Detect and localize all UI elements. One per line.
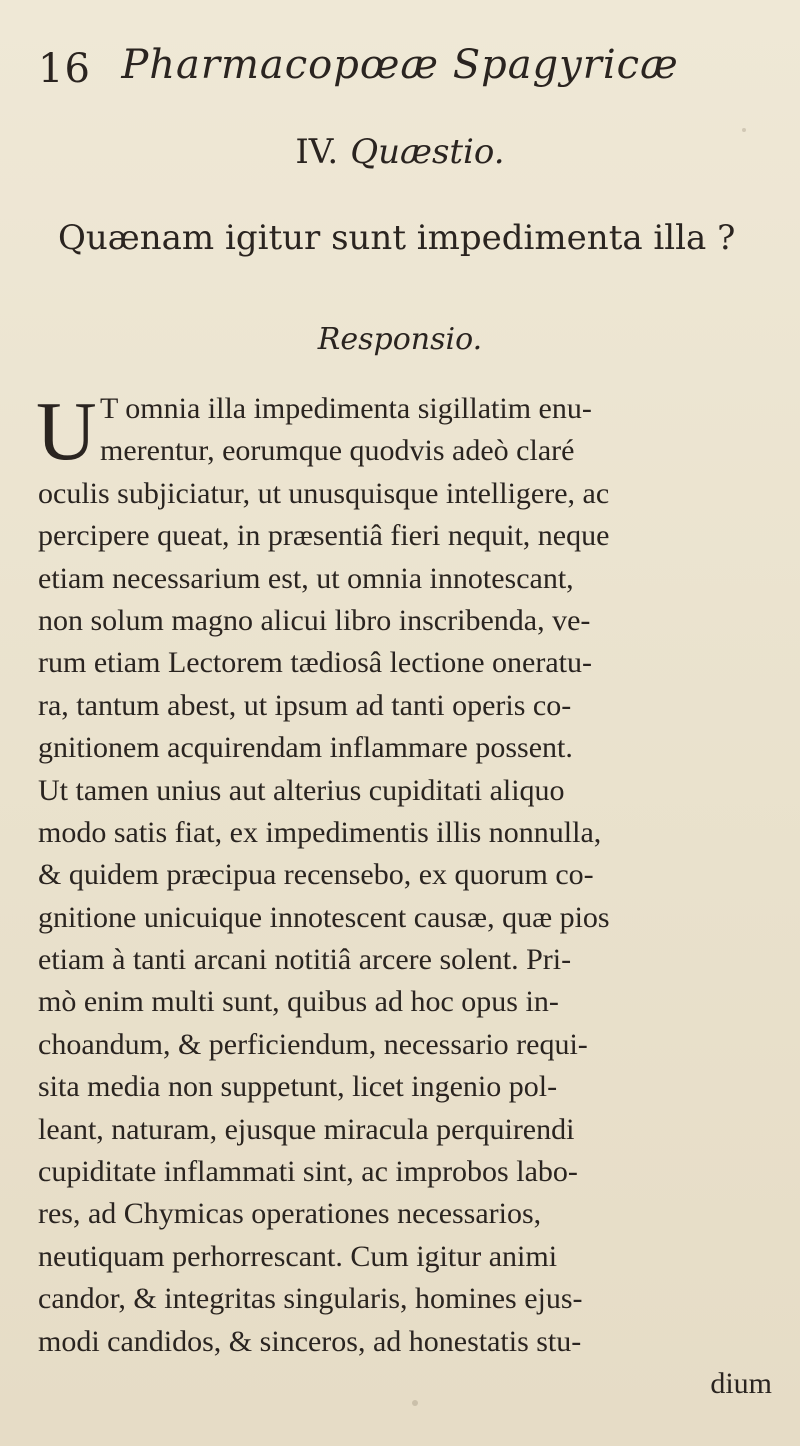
text-line: ra, tantum abest, ut ipsum ad tanti operis co- [38, 688, 572, 722]
text-line: rum etiam Lectorem tædiosâ lectione oneratu- [38, 646, 592, 680]
text-line: etiam necessarium est, ut omnia innotescant, [38, 561, 574, 595]
text-line: etiam à tanti arcani notitiâ arcere solent. Pri- [38, 943, 572, 977]
body-text [36, 385, 800, 1405]
text-line: T omnia illa impedimenta sigillatim enu- [100, 392, 592, 425]
response-heading: Responsio. [317, 322, 483, 357]
question-heading [0, 132, 800, 172]
text-line: non solum magno alicui libro inscribenda, ve- [38, 603, 591, 637]
text-line: modi candidos, & sinceros, ad honestatis stu- [38, 1324, 582, 1358]
text-line: percipere queat, in præsentiâ fieri nequit, neque [38, 519, 610, 553]
paper-speck [412, 1400, 418, 1406]
text-line: merentur, eorumque quodvis adeò claré [100, 434, 575, 468]
text-line: res, ad Chymicas operationes necessarios, [38, 1197, 542, 1231]
catchword: dium [710, 1366, 772, 1400]
text-line: candor, & integritas singularis, homines ejus- [38, 1282, 583, 1316]
running-title: Pharmacopœæ Spagyricæ [121, 42, 679, 88]
drop-cap-letter: U [36, 385, 97, 478]
question-numeral: IV. [295, 132, 339, 172]
text-line: oculis subjiciatur, ut unusquisque intelligere, ac [38, 476, 610, 510]
text-line: gnitione unicuique innotescent causæ, quæ pios [38, 900, 610, 934]
text-line: choandum, & perficiendum, necessario requi- [38, 1027, 588, 1061]
text-line: gnitionem acquirendam inflammare possent. [38, 731, 573, 765]
text-line: & quidem præcipua recensebo, ex quorum co- [38, 858, 594, 892]
text-line: modo satis fiat, ex impedimentis illis nonnulla, [38, 815, 602, 849]
question-label: Quæstio. [350, 132, 505, 172]
paper-speck [742, 128, 746, 132]
text-line: leant, naturam, ejusque miracula perquirendi [38, 1112, 575, 1146]
question-text: Quænam igitur sunt impedimenta illa ? [58, 218, 736, 258]
text-line: Ut tamen unius aut alterius cupiditati aliquo [38, 773, 565, 807]
text-line: neutiquam perhorrescant. Cum igitur animi [38, 1239, 558, 1273]
page-header [0, 42, 800, 102]
text-line: cupiditate inflammati sint, ac improbos labo- [38, 1155, 578, 1189]
page-number: 16 [38, 46, 91, 92]
text-line: mò enim multi sunt, quibus ad hoc opus in- [38, 985, 559, 1019]
text-line: sita media non suppetunt, licet ingenio pol- [38, 1070, 558, 1104]
